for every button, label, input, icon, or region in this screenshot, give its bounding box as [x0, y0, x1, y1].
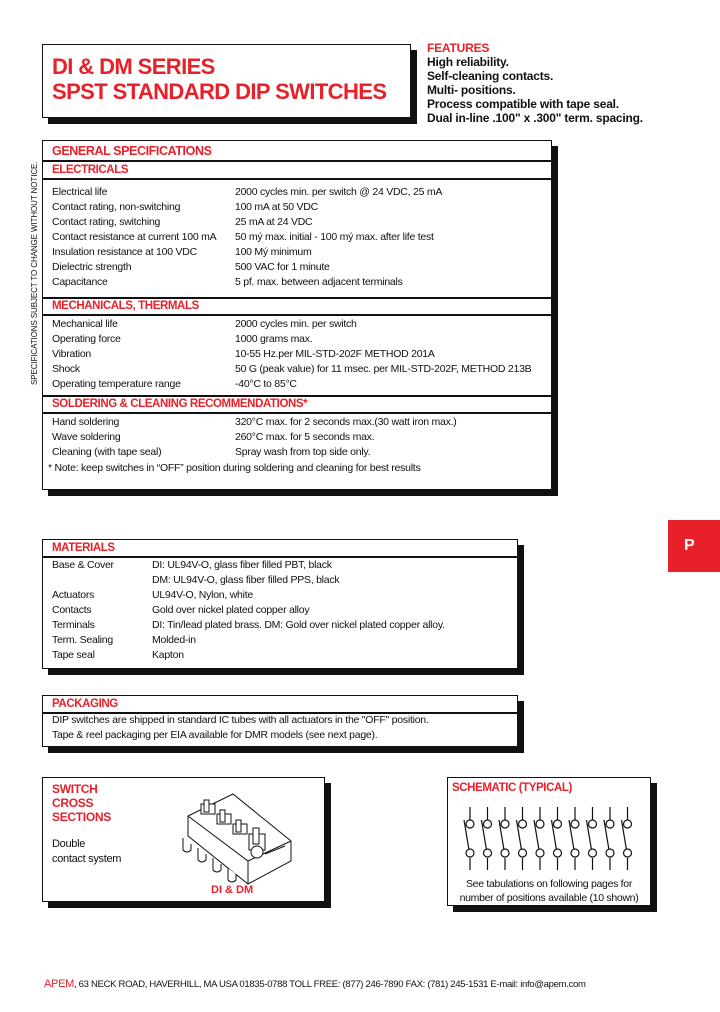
spec-value: 2000 cycles min. per switch @ 24 VDC, 25 mA: [235, 186, 443, 198]
soldering-note: * Note: keep switches in “OFF” position during soldering and cleaning for best results: [48, 462, 421, 474]
spec-value: 25 mA at 24 VDC: [235, 216, 313, 228]
electricals-heading: ELECTRICALS: [52, 164, 129, 176]
materials-box: [42, 539, 518, 669]
spec-value: 10-55 Hz.per MIL-STD-202F METHOD 201A: [235, 348, 435, 360]
features-heading: FEATURES: [427, 41, 490, 55]
spec-label: Contact rating, switching: [52, 216, 161, 228]
page-section-tab: P: [668, 520, 720, 572]
mechanicals-heading: MECHANICALS, THERMALS: [52, 300, 199, 312]
schematic-diagram: [448, 802, 650, 872]
spec-value: 100 Mý minimum: [235, 246, 312, 258]
desc-line: Double: [52, 838, 86, 850]
switch-symbol: [482, 807, 492, 870]
desc-line: contact system: [52, 853, 122, 865]
feature-item: Multi- positions.: [427, 83, 516, 97]
heading-line: SWITCH: [52, 782, 98, 796]
general-specifications-heading: GENERAL SPECIFICATIONS: [52, 144, 212, 158]
spec-value: Spray wash from top side only.: [235, 446, 371, 458]
footer: [44, 978, 586, 990]
schematic-heading: SCHEMATIC (TYPICAL): [452, 782, 572, 794]
packaging-box: [42, 695, 518, 747]
spec-label: Mechanical life: [52, 318, 118, 330]
spec-label: Hand soldering: [52, 416, 120, 428]
schematic-caption: [448, 877, 650, 905]
spec-label: Insulation resistance at 100 VDC: [52, 246, 197, 258]
feature-item: Self-cleaning contacts.: [427, 69, 554, 83]
side-disclaimer: SPECIFICATIONS SUBJECT TO CHANGE WITHOUT NOTICE.: [30, 161, 39, 385]
spec-value: 50 G (peak value) for 11 msec. per MIL-STD-202F, METHOD 213B: [235, 363, 532, 375]
apem-logo: APEM: [44, 978, 74, 990]
switch-symbol: [517, 807, 527, 870]
spec-label: Terminals: [52, 619, 95, 631]
spec-value: 5 pf. max. between adjacent terminals: [235, 276, 403, 288]
feature-item: High reliability.: [427, 55, 509, 69]
spec-value: DM: UL94V-O, glass fiber filled PPS, black: [152, 574, 340, 586]
dip-switch-illustration: [173, 786, 303, 886]
spec-value: 2000 cycles min. per switch: [235, 318, 357, 330]
switch-symbol: [587, 807, 597, 870]
spec-value: UL94V-O, Nylon, white: [152, 589, 253, 601]
spec-value: 260°C max. for 5 seconds max.: [235, 431, 375, 443]
cross-section-box: [42, 777, 325, 902]
spec-label: Term. Sealing: [52, 634, 113, 646]
spec-value: 100 mA at 50 VDC: [235, 201, 318, 213]
packaging-line: Tape & reel packaging per EIA available for DMR models (see next page).: [52, 729, 378, 741]
switch-symbol: [569, 807, 579, 870]
spec-label: Contacts: [52, 604, 92, 616]
soldering-heading: SOLDERING & CLEANING RECOMMENDATIONS*: [52, 398, 308, 410]
spec-value: 50 mý max. initial - 100 mý max. after life test: [235, 231, 434, 243]
spec-value: Kapton: [152, 649, 184, 661]
divider: [43, 412, 551, 414]
heading-line: CROSS: [52, 796, 94, 810]
spec-value: Molded-in: [152, 634, 196, 646]
product-title: SPST STANDARD DIP SWITCHES: [52, 79, 387, 104]
divider: [43, 178, 551, 180]
switch-symbol: [534, 807, 544, 870]
switch-symbol: [622, 807, 632, 870]
spec-value: DI: Tin/lead plated brass. DM: Gold over nickel plated copper alloy.: [152, 619, 445, 631]
spec-value: Gold over nickel plated copper alloy: [152, 604, 310, 616]
schematic-box: [447, 777, 651, 906]
spec-label: Contact rating, non-switching: [52, 201, 181, 213]
spec-label: Capacitance: [52, 276, 108, 288]
cross-section-caption: DI & DM: [211, 884, 254, 896]
spec-label: Dielectric strength: [52, 261, 132, 273]
caption-line: See tabulations on following pages for: [465, 878, 633, 890]
spec-label: Shock: [52, 363, 80, 375]
spec-value: DI: UL94V-O, glass fiber filled PBT, black: [152, 559, 332, 571]
feature-item: Process compatible with tape seal.: [427, 97, 619, 111]
spec-label: Operating force: [52, 333, 121, 345]
heading-line: SECTIONS: [52, 810, 111, 824]
cross-section-heading: [52, 782, 111, 824]
spec-label: Base & Cover: [52, 559, 114, 571]
spec-label: Contact resistance at current 100 mA: [52, 231, 217, 243]
spec-value: 500 VAC for 1 minute: [235, 261, 330, 273]
spec-value: 1000 grams max.: [235, 333, 313, 345]
footer-contact: , 63 NECK ROAD, HAVERHILL, MA USA 01835-0788 TOLL FREE: (877) 246-7890 FAX: (781) 245-1531 E-mail: info@apem.com: [73, 979, 586, 990]
cross-section-description: [52, 837, 121, 867]
spec-label: Operating temperature range: [52, 378, 181, 390]
spec-label: Vibration: [52, 348, 92, 360]
spec-label: Wave soldering: [52, 431, 121, 443]
spec-value: -40°C to 85°C: [235, 378, 297, 390]
general-specifications-box: [42, 140, 552, 490]
spec-label: Electrical life: [52, 186, 108, 198]
caption-line: number of positions available (10 shown): [459, 892, 639, 904]
features: [427, 41, 643, 125]
switch-symbol: [499, 807, 509, 870]
spec-label: Tape seal: [52, 649, 95, 661]
title-box: [42, 44, 411, 118]
packaging-heading: PACKAGING: [52, 698, 118, 710]
series-title: DI & DM SERIES: [52, 54, 215, 79]
spec-label: Actuators: [52, 589, 95, 601]
switch-symbol: [604, 807, 614, 870]
feature-item: Dual in-line .100" x .300" term. spacing.: [427, 111, 643, 125]
switch-symbol: [552, 807, 562, 870]
switch-symbol: [464, 807, 474, 870]
spec-value: 320°C max. for 2 seconds max.(30 watt iron max.): [235, 416, 457, 428]
materials-heading: MATERIALS: [52, 542, 115, 554]
divider: [43, 314, 551, 316]
spec-label: Cleaning (with tape seal): [52, 446, 162, 458]
packaging-line: DIP switches are shipped in standard IC tubes with all actuators in the "OFF" position.: [52, 714, 429, 726]
